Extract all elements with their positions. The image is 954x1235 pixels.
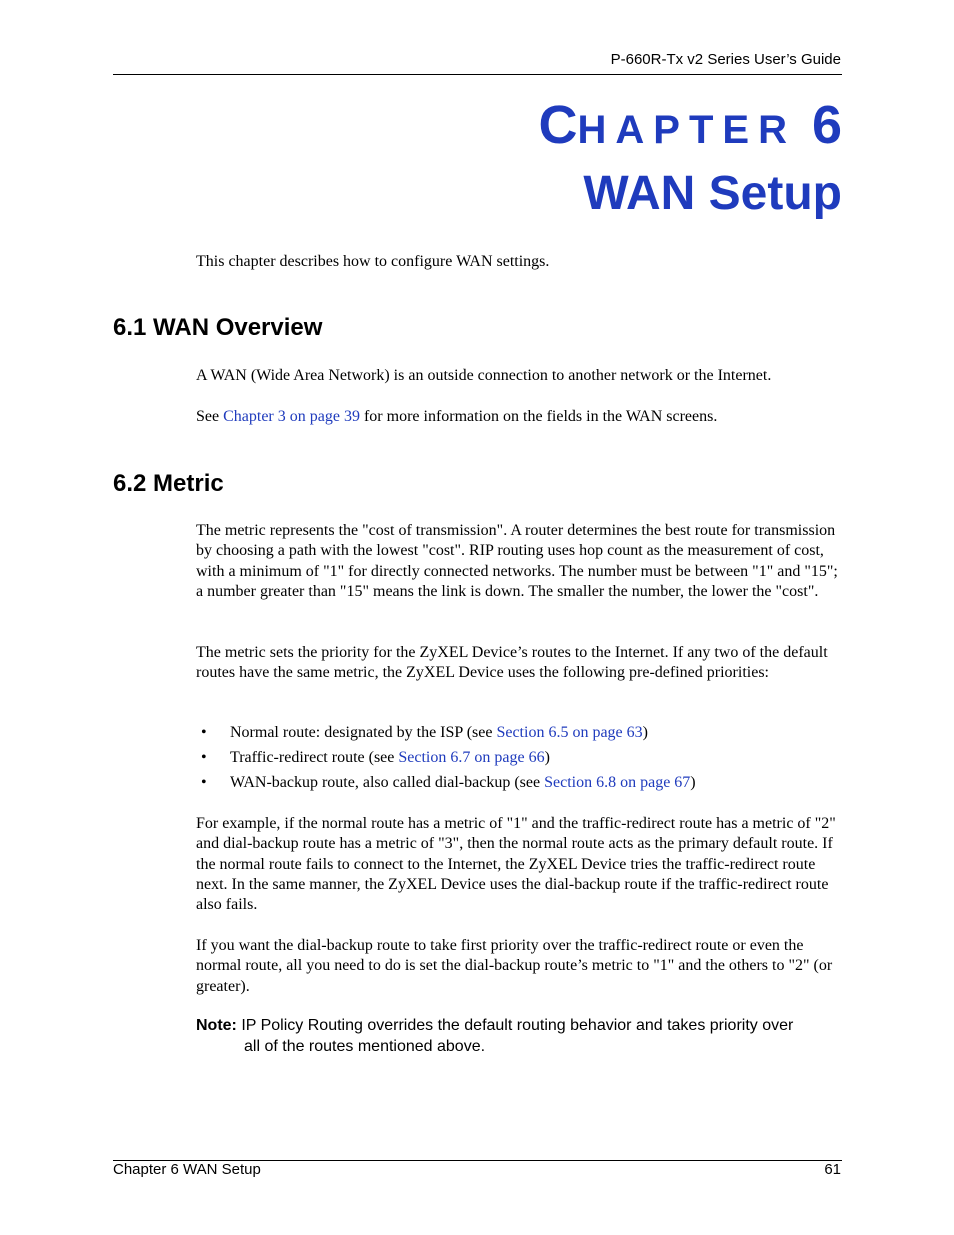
bullet-text: Traffic-redirect route (see xyxy=(230,749,399,766)
section-heading-metric: 6.2 Metric xyxy=(113,470,224,497)
header-rule xyxy=(113,74,842,75)
bullet-icon: • xyxy=(201,724,207,741)
wan-overview-paragraph: A WAN (Wide Area Network) is an outside connection to another network or the Internet. xyxy=(196,367,772,384)
metric-paragraph-1: The metric represents the "cost of transmission". A router determines the best route for transmission by choosing a path with the lowest "cost". RIP routing uses hop count as the measurement of cost, with a minimum of "1" for directly connected networks. The number must be between "1" and "15"; a number greater than "15" means the link is down. The smaller the number, the lower the "cost". xyxy=(196,522,838,600)
bullet-suffix: ) xyxy=(642,724,648,741)
note-label: Note: xyxy=(196,1017,237,1034)
bullet-suffix: ) xyxy=(544,749,550,766)
wan-overview-reference xyxy=(196,407,846,427)
metric-paragraph-3: For example, if the normal route has a metric of "1" and the traffic-redirect route has a metric of "2" and dial-backup route has a metric of "3", then the normal route acts as the primary default route. If the normal route fails to connect to the Internet, the ZyXEL Device tries the traffic-redirect route next. In the same manner, the ZyXEL Device uses the dial-backup route if the traffic-redirect route also fails. xyxy=(196,815,836,914)
list-item xyxy=(196,748,696,773)
section-heading-wan-overview: 6.1 WAN Overview xyxy=(113,314,323,341)
chapter-label xyxy=(538,95,843,155)
reference-prefix: See xyxy=(196,408,224,425)
chapter-3-link[interactable]: Chapter 3 on page 39 xyxy=(223,408,360,425)
list-item xyxy=(196,723,696,748)
bullet-suffix: ) xyxy=(690,774,696,791)
chapter-number: 6 xyxy=(811,95,842,155)
footer-chapter-title: Chapter 6 WAN Setup xyxy=(113,1161,261,1178)
page-number: 61 xyxy=(824,1161,841,1178)
bullet-text: Normal route: designated by the ISP (see xyxy=(230,724,497,741)
chapter-title: WAN Setup xyxy=(583,167,842,220)
reference-suffix: for more information on the fields in the WAN screens. xyxy=(359,408,718,425)
note-text-line-1: IP Policy Routing overrides the default routing behavior and takes priority over xyxy=(236,1017,794,1034)
section-6-7-link[interactable]: Section 6.7 on page 66 xyxy=(398,749,545,766)
route-priority-list xyxy=(196,723,696,798)
intro-paragraph: This chapter describes how to configure WAN settings. xyxy=(196,253,550,270)
chapter-label-rest: HAPTER xyxy=(577,108,796,152)
metric-paragraph-4: If you want the dial-backup route to take first priority over the traffic-redirect route or even the normal route, all you need to do is set the dial-backup route’s metric to "1" and the others to "2" (or greater). xyxy=(196,937,833,995)
bullet-icon: • xyxy=(201,749,207,766)
list-item xyxy=(196,773,696,798)
section-6-8-link[interactable]: Section 6.8 on page 67 xyxy=(544,774,691,791)
chapter-label-initial: C xyxy=(538,95,578,155)
guide-title: P-660R-Tx v2 Series User’s Guide xyxy=(610,51,841,68)
section-6-5-link[interactable]: Section 6.5 on page 63 xyxy=(496,724,643,741)
metric-paragraph-2: The metric sets the priority for the ZyXEL Device’s routes to the Internet. If any two of the default routes have the same metric, the ZyXEL Device uses the following pre-defined priorities: xyxy=(196,644,828,682)
bullet-text: WAN-backup route, also called dial-backup (see xyxy=(230,774,545,791)
bullet-icon: • xyxy=(201,774,207,791)
note-text-line-2: all of the routes mentioned above. xyxy=(244,1037,486,1055)
note-block xyxy=(196,1016,846,1057)
